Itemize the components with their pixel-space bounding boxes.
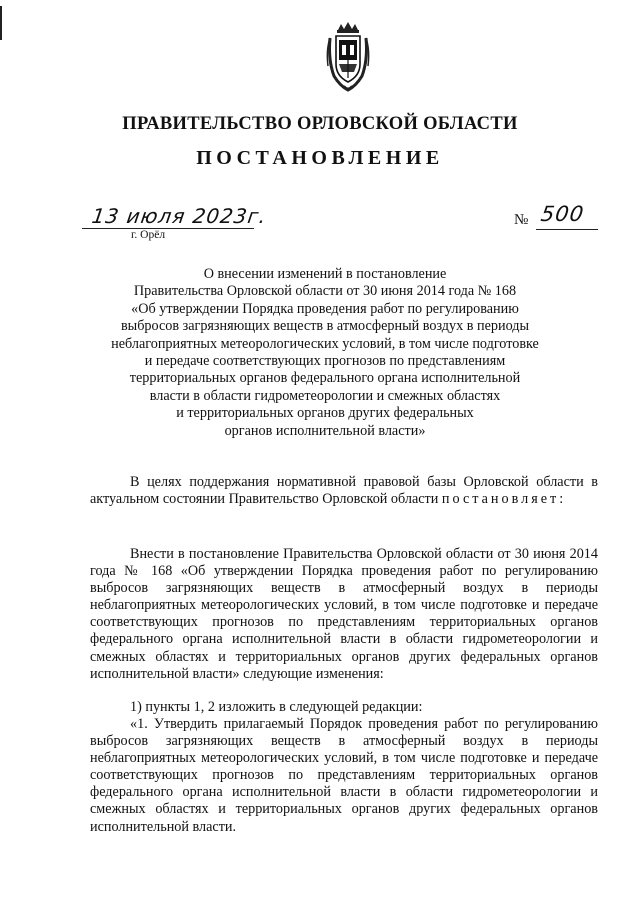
scan-edge-mark xyxy=(0,6,2,40)
preamble-verb: постановляет: xyxy=(441,491,567,508)
date-underline xyxy=(82,228,254,229)
quoted-paragraph-1: «1. Утвердить прилагаемый Порядок проведения работ по регулированию выбросов загрязняющих веществ в атмосферный воздух в периоды неблагоприятных метеорологических условий, в том числе подготовке и передаче соответствующих прогнозов по представлениям территориальных органов федерального органа исполнительной власти в области гидрометеорологии и смежных областях и территориальных органов других федеральных органов исполнительной власти. xyxy=(90,716,598,835)
preamble-text: В целях поддержания нормативной правовой базы Орловской области в актуальном состоянии Правительство Орловской области xyxy=(90,474,598,508)
title-line: О внесении изменений в постановление xyxy=(203,266,447,282)
item-1: 1) пункты 1, 2 изложить в следующей редакции: xyxy=(130,699,423,715)
number-label: № xyxy=(514,212,529,228)
title-line: территориальных органов федерального органа исполнительной xyxy=(129,370,521,387)
document-title xyxy=(100,266,550,440)
main-paragraph: Внести в постановление Правительства Орловской области от 30 июня 2014 года № 168 «Об утверждении Порядка проведения работ по регулированию выбросов загрязняющих веществ в атмосферный воздух в периоды неблагоприятных метеорологических условий, в том числе подготовке и передаче соответствующих прогнозов по представлениям территориальных органов федерального органа исполнительной власти в области гидрометеорологии и смежных областях и территориальных органов других федеральных органов исполнительной власти» следующие изменения: xyxy=(90,546,598,682)
title-line: выбросов загрязняющих веществ в атмосферный воздух в периоды xyxy=(120,318,530,335)
handwritten-number: 500 xyxy=(539,202,586,226)
preamble-paragraph xyxy=(90,474,598,508)
title-line: «Об утверждении Порядка проведения работ по регулированию xyxy=(131,300,519,317)
title-line: органов исполнительной власти» xyxy=(224,422,426,439)
title-line: и передаче соответствующих прогнозов по представлениям xyxy=(144,353,506,370)
document-type: ПОСТАНОВЛЕНИЕ xyxy=(196,147,444,169)
title-line: Правительства Орловской области от 30 июня 2014 года № 168 xyxy=(133,283,517,300)
title-line: власти в области гидрометеорологии и смежных областях xyxy=(149,387,501,404)
place-of-issue: г. Орёл xyxy=(131,229,166,241)
organization-name: ПРАВИТЕЛЬСТВО ОРЛОВСКОЙ ОБЛАСТИ xyxy=(122,114,518,134)
coat-of-arms-emblem xyxy=(324,20,372,92)
title-line: неблагоприятных метеорологических условий, в том числе подготовке xyxy=(111,335,539,352)
number-underline xyxy=(536,229,598,230)
title-line: и территориальных органов других федеральных xyxy=(176,405,474,422)
handwritten-date: 13 июля 2023г. xyxy=(90,204,269,228)
